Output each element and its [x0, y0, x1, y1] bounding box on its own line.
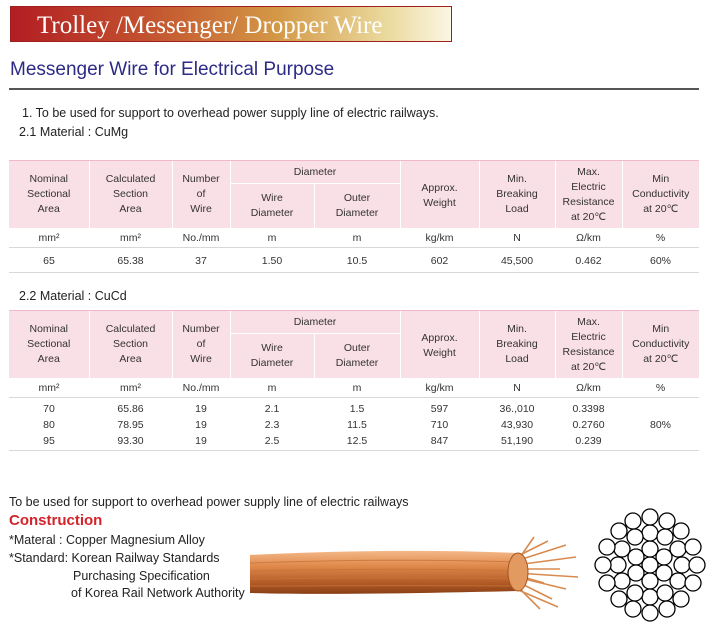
standard-line: *Standard: Korean Railway Standards: [9, 551, 220, 565]
header-resistance: Max. Electric Resistance at 20℃: [555, 161, 622, 229]
divider: [9, 88, 699, 90]
header-wire-diameter: Wire Diameter: [230, 184, 314, 229]
header-calculated-area: Calculated Section Area: [89, 311, 172, 379]
header-outer-diameter: Outer Diameter: [314, 184, 400, 229]
material-heading-1: 2.1 Material : CuMg: [19, 125, 129, 139]
units-row: mm² mm² No./mm m m kg/km N Ω/km %: [9, 378, 699, 398]
header-number-of-wire: Number of Wire: [172, 161, 230, 229]
header-breaking-load: Min. Breaking Load: [479, 161, 555, 229]
header-conductivity: Min Conductivity at 20℃: [622, 311, 699, 379]
header-nominal-area: Nominal Sectional Area: [9, 311, 89, 379]
intro-text: 1. To be used for support to overhead power supply line of electric railways.: [22, 106, 439, 120]
header-conductivity: Min Conductivity at 20℃: [622, 161, 699, 229]
table-row: 80 78.95 19 2.3 11.5 710 43,930 0.2760: [43, 418, 605, 431]
header-resistance: Max. Electric Resistance at 20℃: [555, 311, 622, 379]
construction-heading: Construction: [9, 512, 103, 529]
material-heading-2: 2.2 Material : CuCd: [19, 289, 127, 303]
header-calculated-area: Calculated Section Area: [89, 161, 172, 229]
table-row: 65 65.38 37 1.50 10.5 602 45,500 0.462 60%: [9, 248, 699, 273]
spec-table-cucd: [9, 310, 699, 451]
banner-title: Trolley /Messenger/ Dropper Wire: [37, 12, 383, 39]
header-diameter: Diameter: [230, 161, 400, 184]
conductivity-merged-cell: 80%: [622, 398, 699, 451]
header-weight: Approx. Weight: [400, 311, 479, 379]
units-row: mm² mm² No./mm m m kg/km N Ω/km %: [9, 228, 699, 248]
page-subtitle: Messenger Wire for Electrical Purpose: [10, 59, 335, 80]
header-wire-diameter: Wire Diameter: [230, 334, 314, 379]
standard-line-3: of Korea Rail Network Authority: [71, 586, 245, 600]
header-nominal-area: Nominal Sectional Area: [9, 161, 89, 229]
table-row: 95 93.30 19 2.5 12.5 847 51,190 0.239: [9, 432, 699, 451]
header-weight: Approx. Weight: [400, 161, 479, 229]
header-breaking-load: Min. Breaking Load: [479, 311, 555, 379]
section-banner: [10, 6, 452, 42]
header-diameter: Diameter: [230, 311, 400, 334]
header-number-of-wire: Number of Wire: [172, 311, 230, 379]
strand-cross-section: [590, 505, 710, 625]
material-line: *Materal : Copper Magnesium Alloy: [9, 533, 205, 547]
spec-table-cumg: [9, 160, 699, 273]
table-row: 70 65.86 19 2.1 1.5 597 36.,010 0.3398 80%: [9, 398, 699, 418]
usage-text: To be used for support to overhead power supply line of electric railways: [9, 495, 409, 509]
standard-line-2: Purchasing Specification: [73, 569, 210, 583]
copper-wire-illustration: [248, 533, 582, 615]
header-outer-diameter: Outer Diameter: [314, 334, 400, 379]
